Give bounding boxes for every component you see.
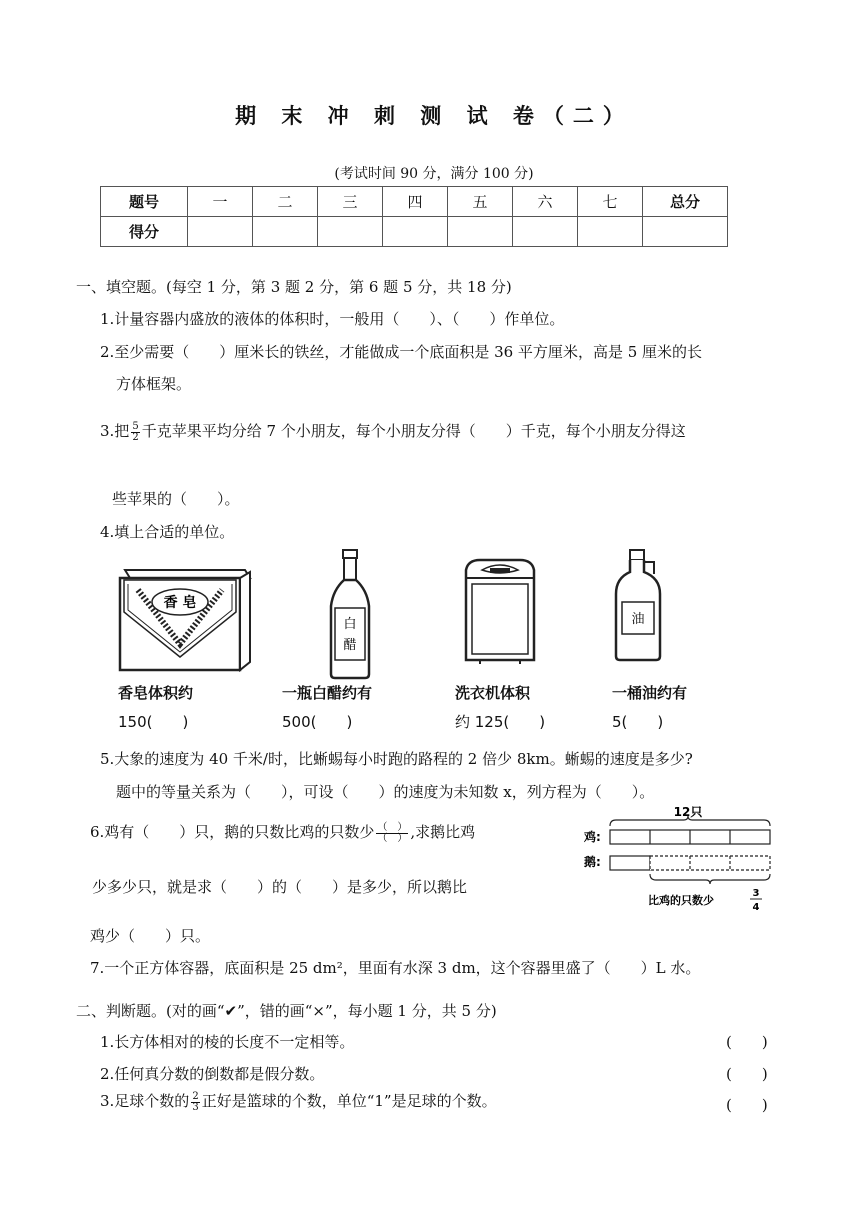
- question-2-1: 1.长方体相对的棱的长度不一定相等。: [100, 1033, 355, 1051]
- question-1-3-prefix: 3.把: [100, 422, 130, 440]
- question-2-2: 2.任何真分数的倒数都是假分数。: [100, 1065, 325, 1083]
- vinegar-text-1: 白: [343, 617, 357, 632]
- oil-value: 5( ): [612, 713, 664, 731]
- washer-value: 约 125( ): [455, 713, 546, 731]
- soap-value: 150( ): [118, 713, 189, 731]
- fraction-denominator: 2: [132, 431, 139, 443]
- soap-box-image: [110, 562, 255, 677]
- fraction-blank: [376, 823, 408, 844]
- soap-text: 香 皂: [163, 595, 197, 611]
- score-cell[interactable]: [578, 217, 643, 247]
- fraction: [191, 1092, 199, 1113]
- score-table-score-row: [101, 217, 728, 247]
- oil-jug-image: [610, 548, 666, 663]
- exam-info: (考试时间 90 分，满分 100 分): [334, 166, 534, 182]
- score-table: [100, 186, 728, 247]
- diagram-note-denominator: 4: [752, 902, 760, 913]
- score-table-row-label: 得分: [101, 217, 188, 247]
- vinegar-text-2: 醋: [343, 638, 357, 653]
- page-title: 期 末 冲 刺 测 试 卷（二）: [235, 104, 633, 128]
- fraction-denominator: （ ）: [377, 832, 408, 844]
- question-1-2-line1: 2.至少需要（ ）厘米长的铁丝，才能做成一个底面积是 36 平方厘米，高是 5 厘米的长: [100, 343, 703, 361]
- score-table-header-cell: 总分: [643, 187, 728, 217]
- fraction-numerator: （ ）: [377, 821, 408, 833]
- question-1-4: 4.填上合适的单位。: [100, 523, 235, 541]
- question-1-6-text-a: 6.鸡有（ ）只，鹅的只数比鸡的只数少: [90, 823, 375, 841]
- vinegar-value: 500( ): [282, 713, 353, 731]
- oil-text: 油: [631, 612, 645, 627]
- vinegar-label: 一瓶白醋约有: [282, 684, 373, 702]
- score-table-header-cell: 七: [578, 187, 643, 217]
- question-1-5-line2: 题中的等量关系为（ ），可设（ ）的速度为未知数 x，列方程为（ ）。: [116, 783, 655, 801]
- question-1-7: 7.一个正方体容器，底面积是 25 dm²，里面有水深 3 dm，这个容器里盛了（ ）L 水。: [90, 959, 701, 977]
- question-1-3-line2: 些苹果的（ ）。: [112, 490, 240, 508]
- score-table-header-cell: 五: [448, 187, 513, 217]
- oil-label: 一桶油约有: [612, 684, 688, 702]
- vinegar-bottle-image: [325, 548, 375, 680]
- score-cell[interactable]: [318, 217, 383, 247]
- question-1-3: [100, 420, 686, 443]
- score-cell[interactable]: [643, 217, 728, 247]
- question-2-3-suffix: 正好是篮球的个数，单位“1”是足球的个数。: [201, 1092, 497, 1110]
- question-2-3-prefix: 3.足球个数的: [100, 1092, 190, 1110]
- question-1-1: 1.计量容器内盛放的液体的体积时，一般用（ ）、（ ）作单位。: [100, 310, 565, 328]
- soap-label: 香皂体积约: [118, 684, 194, 702]
- fraction-denominator: 3: [192, 1101, 199, 1113]
- score-table-header-cell: 六: [513, 187, 578, 217]
- answer-bracket-2-1[interactable]: ( ): [726, 1033, 768, 1051]
- answer-bracket-2-3[interactable]: ( ): [726, 1096, 768, 1114]
- question-1-2-line2: 方体框架。: [116, 375, 192, 393]
- score-table-header-cell: 四: [383, 187, 448, 217]
- score-cell[interactable]: [383, 217, 448, 247]
- section1-heading: 一、填空题。(每空 1 分，第 3 题 2 分，第 6 题 5 分，共 18 分): [76, 278, 512, 296]
- score-table-header-cell: 一: [188, 187, 253, 217]
- fraction-numerator: 2: [192, 1090, 199, 1102]
- diagram-total-label: 12只: [673, 805, 703, 819]
- diagram-chicken-label: 鸡:: [584, 830, 601, 844]
- segment-diagram: [580, 800, 780, 915]
- fraction-numerator: 5: [132, 420, 139, 432]
- score-cell[interactable]: [188, 217, 253, 247]
- score-cell[interactable]: [253, 217, 318, 247]
- diagram-note-numerator: 3: [752, 888, 760, 899]
- washer-label: 洗衣机体积: [455, 684, 531, 702]
- question-1-5-line1: 5.大象的速度为 40 千米/时，比蜥蜴每小时跑的路程的 2 倍少 8km。蜥蜴的速度是多少?: [100, 750, 693, 768]
- section2-heading: 二、判断题。(对的画“✔”，错的画“×”，每小题 1 分，共 5 分): [76, 1002, 497, 1020]
- fraction: [131, 422, 139, 443]
- score-table-header-cell: 题号: [101, 187, 188, 217]
- score-table-header-cell: 二: [253, 187, 318, 217]
- question-2-3: [100, 1090, 497, 1113]
- diagram-goose-label: 鹅:: [584, 855, 601, 869]
- question-1-3-suffix: 千克苹果平均分给 7 个小朋友，每个小朋友分得（ ）千克，每个小朋友分得这: [141, 422, 686, 440]
- score-cell[interactable]: [448, 217, 513, 247]
- answer-bracket-2-2[interactable]: ( ): [726, 1065, 768, 1083]
- washing-machine-image: [460, 556, 540, 666]
- question-1-6-line2: 少多少只，就是求（ ）的（ ）是多少，所以鹅比: [92, 878, 468, 896]
- question-1-6-text-b: ,求鹅比鸡: [410, 823, 476, 841]
- diagram-note: 比鸡的只数少: [648, 894, 714, 907]
- score-cell[interactable]: [513, 217, 578, 247]
- question-1-6-line3: 鸡少（ ）只。: [90, 927, 211, 945]
- question-1-6-line1: [90, 821, 475, 844]
- score-table-header-row: [101, 187, 728, 217]
- score-table-header-cell: 三: [318, 187, 383, 217]
